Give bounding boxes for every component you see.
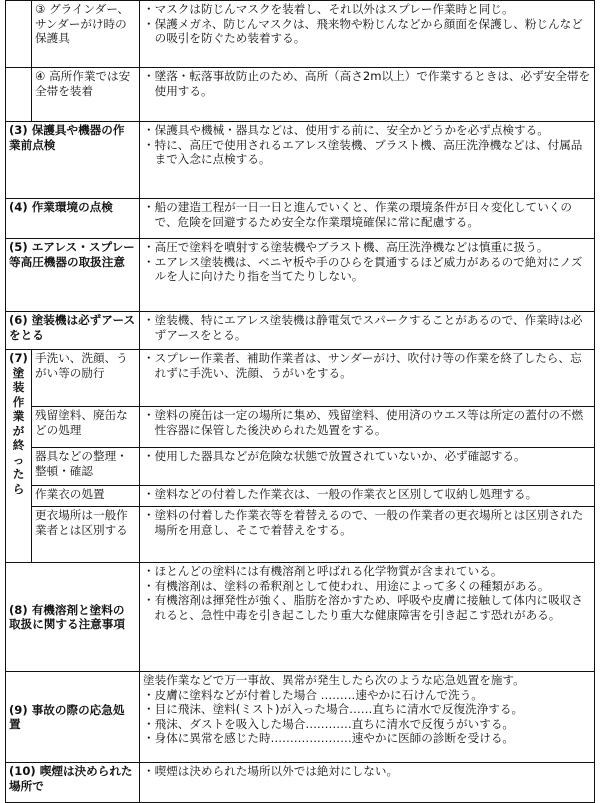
row-content <box>140 350 595 407</box>
row-content <box>140 448 595 486</box>
row-content <box>140 672 595 763</box>
row-label: (8) 有機溶剤と塗料の取扱に関する注意事項 <box>6 563 140 672</box>
bullet-line: ・特に、高圧で使用されるエアレス塗装機、ブラスト機、高圧洗浄機などは、付属品まで入念に点検する。 <box>143 137 583 166</box>
row-content <box>140 239 595 312</box>
label-char: 塗 <box>12 365 25 380</box>
table-row <box>6 448 595 486</box>
bullet-line: ・身体に異常を感じた時…………………速やかに医師の診断を受ける。 <box>143 731 515 745</box>
row-content <box>140 312 595 350</box>
group-7-label <box>6 350 32 563</box>
table-row <box>6 407 595 448</box>
bullet-line: ・スプレー作業者、補助作業者は、サンダーがけ、吹付け等の作業を終了したら、忘れずに手洗い、洗顔、うがいをする。 <box>143 351 582 380</box>
bullet-line: ・有機溶剤は、塗料の希釈剤として使われ、用途によって多くの種類がある。 <box>143 578 550 593</box>
table-row <box>6 199 595 239</box>
bullet-line: ・塗装機、特にエアレス塗装機は静電気でスパークすることがあるので、作業時は必ずアースをとる。 <box>143 313 583 342</box>
bullet-line: ・保護メガネ、防じんマスクは、飛来物や粉じんなどから顔面を保護し、粉じんなどの吸引を防ぐため装着する。 <box>143 16 583 45</box>
sub-label: 手洗い、洗顔、うがい等の励行 <box>32 350 140 407</box>
sub-label: 残留塗料、廃缶などの処理 <box>32 407 140 448</box>
bullet-line: ・塗料の付着した作業衣等を着替えるので、一般の作業者の更衣場所とは区別された場所を用意し、そこで着替えをする。 <box>143 508 584 537</box>
row-content <box>140 507 595 563</box>
bullet-line: ・船の建造工程が一日一日と進んでいくと、作業の環境条件が日々変化していくので、危険を回避するため安全な作業環境確保に常に配慮する。 <box>143 200 572 229</box>
label-char: 業 <box>12 409 25 423</box>
bullet-line: ・目に飛沫、塗料(ミスト)が入った場合……直ちに清水で反復洗浄する。 <box>143 702 524 716</box>
safety-table <box>5 0 595 803</box>
label-char: た <box>12 467 25 481</box>
table-row <box>6 763 595 803</box>
row-content <box>140 763 595 803</box>
bullet-line: ・塗料の廃缶は一定の場所に集め、残留塗料、使用済のウエス等は所定の蓋付の不燃性容器に保管した後決められた処置をする。 <box>143 408 584 437</box>
bullet-line: ・有機溶剤は揮発性が強く、脂肪を溶かすため、呼吸や皮膚に接触して体内に吸収されると、急性中毒を引き起こしたり重大な健康障害を引き起こす恐れがある。 <box>143 593 583 622</box>
sub-label: 器具などの整理・整頓・確認 <box>32 448 140 486</box>
table-row <box>6 672 595 763</box>
table-row <box>6 563 595 672</box>
bullet-line: ・エアレス塗装機は、ベニヤ板や手のひらを貫通するほど威力があるので絶対にノズルを人に向けたり指を当てたりしない。 <box>143 254 583 283</box>
label-char: が <box>12 423 25 438</box>
row-label: ④ 高所作業では安全帯を装着 <box>32 68 140 122</box>
intro-line: 塗装作業などで万一事故、異常が発生したら次のような応急処置を施す。 <box>143 673 525 687</box>
bullet-line: ・飛沫、ダストを吸入した場合…………直ちに清水で反復うがいする。 <box>143 716 515 731</box>
sub-label: 更衣場所は一般作業者とは区別する <box>32 507 140 563</box>
bullet-line: ・塗料などの付着した作業衣は、一般の作業衣と区別して収納し処理する。 <box>143 487 538 501</box>
table-row <box>6 1 595 68</box>
row-content <box>140 199 595 239</box>
label-char: (7) <box>9 351 28 365</box>
bullet-line: ・マスクは防じんマスクを装着し、それ以外はスプレー作業時と同じ。 <box>143 2 514 16</box>
bullet-line: ・喫煙は決められた場所以外では絶対にしない。 <box>143 764 399 778</box>
label-char: っ <box>12 452 25 467</box>
row-label: (5) エアレス・スプレー等高圧機器の取扱注意 <box>6 239 140 312</box>
row-label: (4) 作業環境の点検 <box>6 199 140 239</box>
label-char: 作 <box>12 394 25 409</box>
bullet-line: ・高圧で塗料を噴射する塗装機やブラスト機、高圧洗浄機などは慎重に扱う。 <box>143 240 549 254</box>
table-row <box>6 486 595 507</box>
bullet-line: ・使用した器具などが危険な状態で放置されていないか、必ず確認する。 <box>143 449 526 463</box>
bullet-line: ・ほとんどの塗料には有機溶剤と呼ばれる化学物質が含まれている。 <box>143 564 503 578</box>
bullet-line: ・保護具や機械・器具などは、使用する前に、安全かどうかを必ず点検する。 <box>143 123 549 137</box>
bullet-line: ・墜落・転落事故防止のため、高所（高さ2m以上）で作業するときは、必ず安全帯を使用する。 <box>143 69 591 98</box>
label-char: 装 <box>12 380 25 394</box>
row-content <box>140 122 595 199</box>
sub-label: 作業衣の処置 <box>32 486 140 507</box>
row-label: (9) 事故の際の応急処置 <box>6 672 140 763</box>
row-content <box>140 407 595 448</box>
blank-cell <box>6 1 32 68</box>
table-row <box>6 239 595 312</box>
label-char: 終 <box>12 438 25 452</box>
bullet-line: ・皮膚に塗料などが付着した場合 ………速やかに石けんで洗う。 <box>143 687 483 702</box>
row-label: ③ グラインダー、サンダーがけ時の保護具 <box>32 1 140 68</box>
table-row <box>6 312 595 350</box>
row-content <box>140 486 595 507</box>
table-row <box>6 350 595 407</box>
label-char: ら <box>12 481 25 496</box>
row-content <box>140 1 595 68</box>
table-row <box>6 68 595 122</box>
row-label: (6) 塗装機は必ずアースをとる <box>6 312 140 350</box>
table-row <box>6 122 595 199</box>
row-content <box>140 563 595 672</box>
blank-cell <box>6 68 32 122</box>
row-label: (10) 喫煙は決められた場所で <box>6 763 140 803</box>
row-content <box>140 68 595 122</box>
table-row <box>6 507 595 563</box>
row-label: (3) 保護具や機器の作業前点検 <box>6 122 140 199</box>
